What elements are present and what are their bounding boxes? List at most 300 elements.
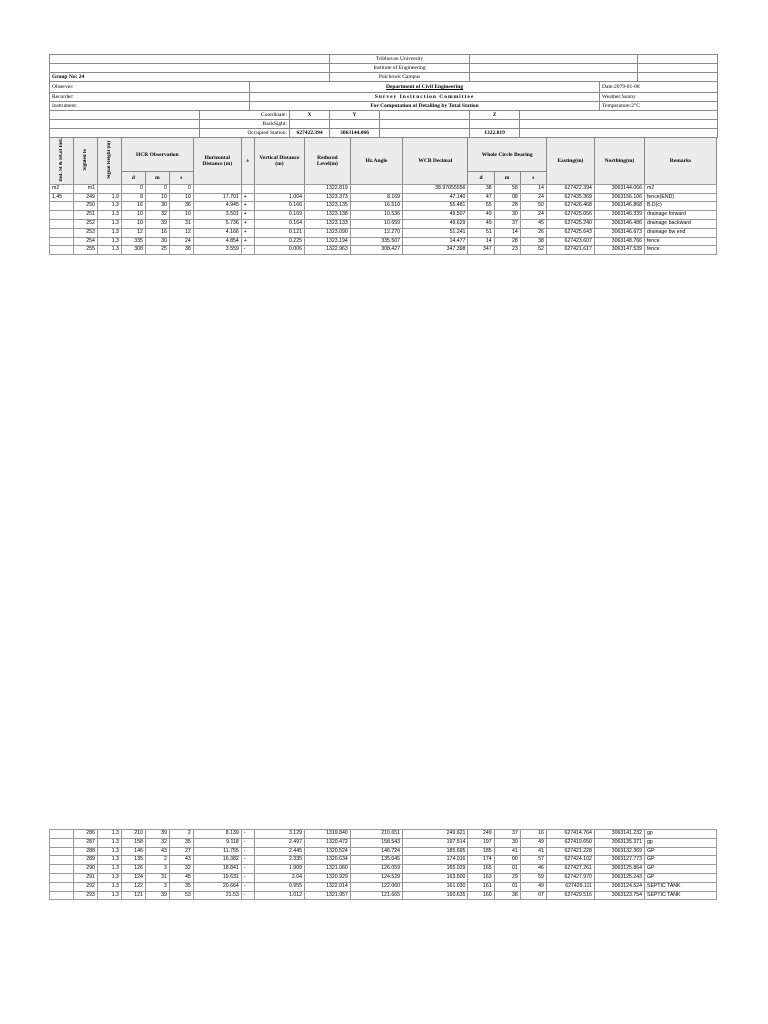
wcb-cell: 249.621 [403, 830, 468, 839]
table-row [50, 865, 717, 874]
sighted-cell: 287 [73, 838, 97, 847]
rl-cell: 1320.634 [304, 856, 350, 865]
wcb-cell: 165.029 [403, 865, 468, 874]
sign-cell: + [241, 219, 254, 228]
wcb-m-cell: 08 [494, 193, 520, 202]
wcb-s-cell: 41 [520, 847, 546, 856]
hcr-d-cell: 10 [121, 219, 145, 228]
rl-cell: 1323.135 [304, 202, 350, 211]
wcb-cell: 49.629 [403, 219, 468, 228]
vd-cell: 0.164 [254, 219, 304, 228]
northing-cell: 3063148.766 [594, 237, 644, 246]
hcr-m-cell: 10 [145, 193, 169, 202]
wcb-d-cell: 49 [468, 219, 494, 228]
wcb-cell: 55.481 [403, 202, 468, 211]
northing-cell: 3063141.232 [594, 830, 644, 839]
remarks-cell: drainage bw end [644, 228, 716, 237]
whole-circle-bearing-header: Whole Circle Bearing [468, 138, 546, 172]
hcr-m-cell: 25 [145, 246, 169, 255]
hz-cell: 210.651 [350, 830, 402, 839]
hd-cell [193, 184, 241, 193]
wcb-d-cell: 38 [468, 184, 494, 193]
hd-cell: 4.945 [193, 202, 241, 211]
wcb-cell: 174.016 [403, 856, 468, 865]
wcb-d-header: d [468, 172, 494, 184]
remarks-cell: B.D(c) [644, 202, 716, 211]
hz-cell: 10.659 [350, 219, 402, 228]
hcr-s-cell: 53 [169, 891, 193, 900]
vd-cell: 0.955 [254, 882, 304, 891]
inst-cell [50, 882, 74, 891]
sheet-header [49, 54, 718, 138]
hcr-s-cell: 35 [169, 838, 193, 847]
wcb-m-cell: 01 [494, 882, 520, 891]
wcb-d-cell: 161 [468, 882, 494, 891]
wcb-s-header: s [520, 172, 546, 184]
sighted-cell: m1 [73, 184, 97, 193]
northing-cell: 3063132.369 [594, 847, 644, 856]
observation-table-page-1 [49, 184, 717, 255]
recorder-label: Recorder: [50, 93, 250, 102]
remarks-cell: gp [644, 838, 716, 847]
date-label: Date:2079-01-08 [600, 82, 718, 93]
hcr-d-cell: 12 [121, 228, 145, 237]
remarks-cell: SEPTIC TANK [644, 882, 716, 891]
hcr-d-cell: 122 [121, 882, 145, 891]
table-row [50, 882, 717, 891]
wcb-s-cell: 07 [520, 891, 546, 900]
wcb-cell: 38.97055556 [403, 184, 468, 193]
northing-cell: 3063125.864 [594, 865, 644, 874]
remarks-cell: gp [644, 830, 716, 839]
hcr-s-cell: 2 [169, 830, 193, 839]
hcr-d-cell: 210 [121, 830, 145, 839]
signal-cell: 1.3 [97, 873, 121, 882]
wcb-cell: 49.507 [403, 211, 468, 220]
wcb-d-cell: 185 [468, 847, 494, 856]
inst-cell [50, 830, 74, 839]
hz-cell: 122.060 [350, 882, 402, 891]
signal-cell: 1.9 [97, 193, 121, 202]
table-row [50, 184, 717, 193]
vd-cell: 1.909 [254, 865, 304, 874]
hd-cell: 11.755 [193, 847, 241, 856]
rl-cell: 1320.929 [304, 873, 350, 882]
hcr-s-cell: 32 [169, 865, 193, 874]
hcr-s-cell: 38 [169, 246, 193, 255]
wcb-d-cell: 160 [468, 891, 494, 900]
hz-cell: 135.045 [350, 856, 402, 865]
easting-cell: 627429.111 [546, 882, 594, 891]
group-number: Group No: 24 [50, 73, 330, 82]
purpose-title: For Computation of Detailing by Total Station [250, 102, 600, 111]
table-row [50, 246, 717, 255]
table-row [50, 202, 717, 211]
table-row [50, 219, 717, 228]
easting-cell: 627423.607 [546, 237, 594, 246]
vd-cell: 1.004 [254, 193, 304, 202]
hcr-s-cell: 36 [169, 202, 193, 211]
wcb-s-cell: 49 [520, 838, 546, 847]
hd-cell: 20.664 [193, 882, 241, 891]
rl-cell: 1320.524 [304, 847, 350, 856]
wcb-s-cell: 26 [520, 228, 546, 237]
hd-cell: 16.382 [193, 856, 241, 865]
hcr-s-cell: 0 [169, 184, 193, 193]
wcb-m-header: m [494, 172, 520, 184]
weather-label: Weather:Sunny [600, 93, 718, 102]
wcb-m-cell: 30 [494, 838, 520, 847]
remarks-cell: GP [644, 873, 716, 882]
wcb-cell: 163.500 [403, 873, 468, 882]
vd-cell: 3.129 [254, 830, 304, 839]
reduced-level-header: Reduced Level(m) [304, 138, 350, 185]
wcb-s-cell: 14 [520, 184, 546, 193]
wcb-m-cell: 29 [494, 873, 520, 882]
inst-cell [50, 237, 74, 246]
northing-header: Northing(m) [594, 138, 644, 185]
sign-cell: - [241, 882, 254, 891]
hcr-d-cell: 135 [121, 856, 145, 865]
rl-cell: 1323.194 [304, 237, 350, 246]
hcr-m-cell: 3 [145, 882, 169, 891]
x-label: X [290, 111, 330, 120]
remarks-header: Remarks [644, 138, 716, 185]
easting-cell: 627422.394 [546, 184, 594, 193]
sighted-cell: 249 [73, 193, 97, 202]
inst-cell [50, 891, 74, 900]
rl-cell: 1320.472 [304, 838, 350, 847]
sign-cell: - [241, 847, 254, 856]
northing-cell: 3063135.371 [594, 838, 644, 847]
hz-cell: 8.169 [350, 193, 402, 202]
table-row [50, 873, 717, 882]
rl-cell: 1323.133 [304, 219, 350, 228]
sighted-cell: 252 [73, 219, 97, 228]
vd-cell: 0.225 [254, 237, 304, 246]
signal-cell: 1.3 [97, 219, 121, 228]
wcb-s-cell: 52 [520, 246, 546, 255]
vd-cell: 2.497 [254, 838, 304, 847]
wcb-cell: 160.635 [403, 891, 468, 900]
sign-cell: - [241, 838, 254, 847]
inst-station-header: Inst. St & Ht.of Inst. [58, 138, 64, 182]
hcr-s-cell: 31 [169, 219, 193, 228]
inst-cell [50, 873, 74, 882]
wcb-m-cell: 37 [494, 219, 520, 228]
committee-title: Survey Instruction Committee [250, 93, 600, 102]
wcb-d-cell: 55 [468, 202, 494, 211]
rl-cell: 1323.138 [304, 211, 350, 220]
northing-cell: 3063127.773 [594, 856, 644, 865]
sighted-cell: 286 [73, 830, 97, 839]
z-label: Z [470, 111, 520, 120]
hcr-d-cell: 10 [121, 211, 145, 220]
wcb-m-cell: 30 [494, 211, 520, 220]
hd-cell: 21.53 [193, 891, 241, 900]
sighted-cell: 255 [73, 246, 97, 255]
wcb-s-cell: 38 [520, 237, 546, 246]
hcr-s-cell: 43 [169, 856, 193, 865]
northing-cell: 3063156.106 [594, 193, 644, 202]
coordinate-label: Coordinate: [200, 111, 290, 120]
northing-cell: 3063125.243 [594, 873, 644, 882]
wcb-s-cell: 16 [520, 830, 546, 839]
hd-cell: 5.736 [193, 219, 241, 228]
vertical-distance-header: Vertical Distance (m) [254, 138, 304, 185]
wcb-cell: 161.030 [403, 882, 468, 891]
hcr-m-cell: 43 [145, 847, 169, 856]
easting-cell: 627425.056 [546, 211, 594, 220]
sign-cell: + [241, 193, 254, 202]
table-row [50, 838, 717, 847]
signal-cell: 1.3 [97, 211, 121, 220]
hd-cell: 19.631 [193, 873, 241, 882]
wcb-decimal-header: WCB Decimal [403, 138, 468, 185]
hcr-d-cell: 16 [121, 202, 145, 211]
hcr-d-cell: 158 [121, 838, 145, 847]
wcb-m-cell: 58 [494, 184, 520, 193]
hz-cell [350, 184, 402, 193]
wcb-m-cell: 28 [494, 202, 520, 211]
wcb-d-cell: 49 [468, 211, 494, 220]
table-row [50, 847, 717, 856]
hz-cell: 146.724 [350, 847, 402, 856]
sighted-cell: 291 [73, 873, 97, 882]
easting-cell: 627429.516 [546, 891, 594, 900]
occupied-x-value: 627422.394 [290, 129, 330, 138]
occupied-z-value: 1322.819 [470, 129, 520, 138]
sign-cell: - [241, 865, 254, 874]
easting-cell: 627427.970 [546, 873, 594, 882]
wcb-m-cell: 14 [494, 228, 520, 237]
sign-cell: + [241, 202, 254, 211]
wcb-s-cell: 45 [520, 219, 546, 228]
remarks-cell: m2 [644, 184, 716, 193]
hcr-d-header: d [121, 172, 145, 184]
rl-cell: 1321.957 [304, 891, 350, 900]
easting-cell: 627421.228 [546, 847, 594, 856]
northing-cell: 3063144.066 [594, 184, 644, 193]
remarks-cell: GP [644, 865, 716, 874]
table-row [50, 193, 717, 202]
signal-cell: 1.3 [97, 882, 121, 891]
remarks-cell: fence [644, 246, 716, 255]
table-row [50, 237, 717, 246]
hd-cell: 3.559 [193, 246, 241, 255]
hz-cell: 121.665 [350, 891, 402, 900]
sighted-cell: 290 [73, 865, 97, 874]
y-label: Y [330, 111, 380, 120]
remarks-cell: SEPTIC TANK [644, 891, 716, 900]
hcr-d-cell: 124 [121, 873, 145, 882]
inst-cell [50, 246, 74, 255]
wcb-d-cell: 249 [468, 830, 494, 839]
sighted-cell: 289 [73, 856, 97, 865]
wcb-d-cell: 174 [468, 856, 494, 865]
hcr-m-cell: 32 [145, 211, 169, 220]
sign-cell: - [241, 830, 254, 839]
sign-cell [241, 184, 254, 193]
sighted-to-header: Sighted to [82, 149, 88, 171]
wcb-s-cell: 50 [520, 202, 546, 211]
remarks-cell: fence(END) [644, 193, 716, 202]
hz-cell: 16.510 [350, 202, 402, 211]
hcr-s-cell: 24 [169, 237, 193, 246]
vd-cell: 0.169 [254, 211, 304, 220]
hcr-d-cell: 8 [121, 193, 145, 202]
hd-cell: 9.118 [193, 838, 241, 847]
wcb-m-cell: 28 [494, 237, 520, 246]
hcr-m-cell: 30 [145, 202, 169, 211]
sign-cell: - [241, 246, 254, 255]
hcr-m-cell: 39 [145, 219, 169, 228]
signal-cell: 1.3 [97, 202, 121, 211]
hcr-d-cell: 121 [121, 891, 145, 900]
remarks-cell: GP [644, 856, 716, 865]
wcb-cell: 51.241 [403, 228, 468, 237]
wcb-s-cell: 46 [520, 865, 546, 874]
wcb-m-cell: 41 [494, 847, 520, 856]
easting-cell: 627424.102 [546, 856, 594, 865]
vd-cell: 0.166 [254, 202, 304, 211]
sighted-cell: 253 [73, 228, 97, 237]
rl-cell: 1322.819 [304, 184, 350, 193]
column-header [49, 137, 717, 185]
sign-cell: + [241, 211, 254, 220]
sighted-cell: 250 [73, 202, 97, 211]
easting-cell: 627426.468 [546, 202, 594, 211]
easting-cell: 627425.643 [546, 228, 594, 237]
signal-cell: 1.3 [97, 228, 121, 237]
hcr-m-header: m [145, 172, 169, 184]
hcr-m-cell: 3 [145, 865, 169, 874]
sighted-cell: 288 [73, 847, 97, 856]
hz-cell: 10.536 [350, 211, 402, 220]
hcr-d-cell: 146 [121, 847, 145, 856]
signal-cell: 1.3 [97, 847, 121, 856]
northing-cell: 3063146.486 [594, 219, 644, 228]
easting-cell: 627425.240 [546, 219, 594, 228]
vd-cell: 0.006 [254, 246, 304, 255]
remarks-cell: fence [644, 237, 716, 246]
table-row [50, 211, 717, 220]
hcr-s-header: s [169, 172, 193, 184]
hcr-m-cell: 0 [145, 184, 169, 193]
hz-cell: 12.270 [350, 228, 402, 237]
hcr-s-cell: 35 [169, 882, 193, 891]
signal-cell: 1.3 [97, 237, 121, 246]
temperature-label: Temperature:2°C [600, 102, 718, 111]
hd-cell: 18.841 [193, 865, 241, 874]
inst-cell [50, 838, 74, 847]
rl-cell: 1321.060 [304, 865, 350, 874]
rl-cell: 1323.373 [304, 193, 350, 202]
hcr-s-cell: 10 [169, 193, 193, 202]
inst-cell [50, 228, 74, 237]
inst-cell [50, 211, 74, 220]
survey-sheet-page-2 [49, 829, 717, 900]
sign-cell: + [241, 228, 254, 237]
inst-cell [50, 847, 74, 856]
hcr-s-cell: 12 [169, 228, 193, 237]
easting-cell: 627427.261 [546, 865, 594, 874]
easting-header: Easting(m) [546, 138, 594, 185]
remarks-cell: drainage forward [644, 211, 716, 220]
hd-cell: 3.501 [193, 211, 241, 220]
wcb-m-cell: 38 [494, 891, 520, 900]
hz-cell: 308.427 [350, 246, 402, 255]
hcr-d-cell: 335 [121, 237, 145, 246]
observation-table-page-2 [49, 829, 717, 900]
hcr-s-cell: 27 [169, 847, 193, 856]
observer-label: Observer: [50, 82, 250, 93]
northing-cell: 3063124.524 [594, 882, 644, 891]
hz-cell: 158.543 [350, 838, 402, 847]
hz-angle-header: Hz.Angle [350, 138, 402, 185]
wcb-s-cell: 59 [520, 873, 546, 882]
hcr-s-cell: 45 [169, 873, 193, 882]
northing-cell: 3063123.754 [594, 891, 644, 900]
sign-cell: + [241, 237, 254, 246]
northing-cell: 3063146.868 [594, 202, 644, 211]
rl-cell: 1322.963 [304, 246, 350, 255]
inst-cell [50, 219, 74, 228]
wcb-cell: 47.140 [403, 193, 468, 202]
wcb-m-cell: 23 [494, 246, 520, 255]
easting-cell: 627419.650 [546, 838, 594, 847]
vd-cell: 2.445 [254, 847, 304, 856]
hd-cell: 17.701 [193, 193, 241, 202]
hz-cell: 124.529 [350, 873, 402, 882]
rl-cell: 1319.840 [304, 830, 350, 839]
hcr-s-cell: 10 [169, 211, 193, 220]
northing-cell: 3063146.673 [594, 228, 644, 237]
occupied-station-label: Occupied Station: [200, 129, 290, 138]
table-row [50, 830, 717, 839]
hz-cell: 335.507 [350, 237, 402, 246]
wcb-m-cell: 37 [494, 830, 520, 839]
wcb-s-cell: 24 [520, 193, 546, 202]
hcr-d-cell: 308 [121, 246, 145, 255]
backsight-label: BackSight: [200, 120, 290, 129]
rl-cell: 1323.090 [304, 228, 350, 237]
wcb-s-cell: 49 [520, 882, 546, 891]
sign-cell: - [241, 891, 254, 900]
wcb-cell: 197.514 [403, 838, 468, 847]
occupied-y-value: 3063144.066 [330, 129, 380, 138]
sign-cell: - [241, 856, 254, 865]
easting-cell: 627421.617 [546, 246, 594, 255]
department-title: Department of Civil Engineering [250, 82, 600, 93]
inst-cell [50, 856, 74, 865]
vd-cell: 0.121 [254, 228, 304, 237]
signal-cell: 1.3 [97, 856, 121, 865]
rl-cell: 1322.014 [304, 882, 350, 891]
wcb-cell: 347.398 [403, 246, 468, 255]
table-row [50, 856, 717, 865]
campus-name: Pulchowk Campus [330, 73, 470, 82]
hcr-m-cell: 39 [145, 891, 169, 900]
hcr-m-cell: 2 [145, 856, 169, 865]
signal-cell: 1.3 [97, 891, 121, 900]
vd-cell: 2.335 [254, 856, 304, 865]
wcb-d-cell: 197 [468, 838, 494, 847]
hcr-m-cell: 39 [145, 830, 169, 839]
hcr-observation-header: HCR Observation [121, 138, 193, 172]
wcb-m-cell: 01 [494, 865, 520, 874]
signal-cell: 1.3 [97, 246, 121, 255]
